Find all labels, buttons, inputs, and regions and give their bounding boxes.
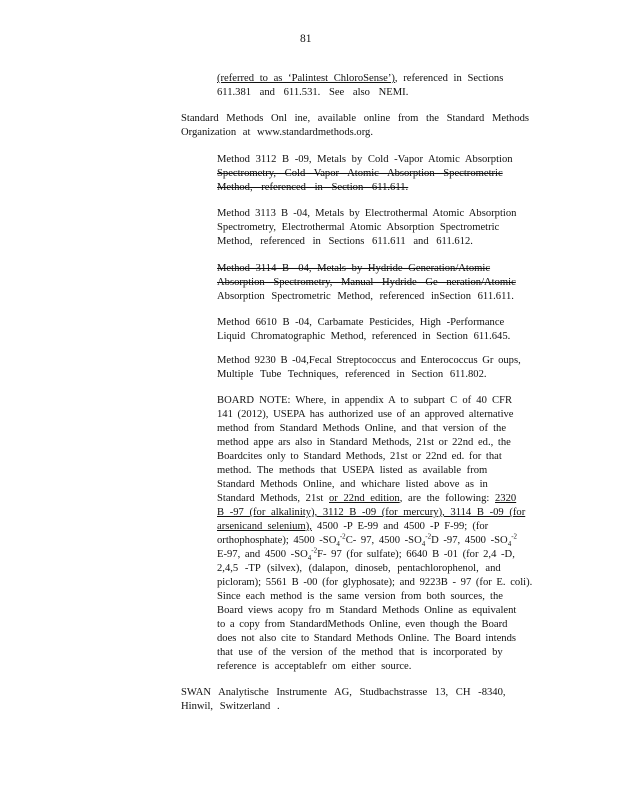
method-3113-line-1: Method 3113 B -04, Metals by Electrothermal Atomic Absorption xyxy=(217,208,517,219)
method-3113-line-3: Method, referenced in Sections 611.611 and 611.612. xyxy=(217,236,473,247)
board-note-sup-2d: -2 xyxy=(311,546,318,555)
board-note-line-17: to a copy from StandardMethods Online, even though the Board xyxy=(217,619,508,630)
board-note-2320-inserted: 2320 xyxy=(495,493,517,504)
board-note-line-20: reference is acceptablefr om either source. xyxy=(217,661,412,672)
board-note-line-5: Boardcites only to Standard Methods, 21st or 22nd ed. for that xyxy=(217,451,502,462)
board-note-line-10 xyxy=(217,520,488,533)
board-note-sup-2b: -2 xyxy=(425,532,432,541)
board-note-line-7: Standard Methods Online, and whichare listed above as in xyxy=(217,479,488,490)
swan-line-2: Hinwil, Switzerland . xyxy=(181,701,280,712)
chlorosense-line-1 xyxy=(217,72,503,85)
chlorosense-underlined-text: (referred to as ‘Palintest ChloroSense’) xyxy=(217,73,395,84)
standard-methods-line-2: Organization at www.standardmethods.org. xyxy=(181,127,373,138)
board-note-line-11-c: D -97, 4500 -SO xyxy=(431,535,508,546)
chlorosense-line-2: 611.381 and 611.531. See also NEMI. xyxy=(217,87,409,98)
method-3112-line-2: Spectrometry, Cold Vapor Atomic Absorption Spectrometric xyxy=(217,168,503,179)
page-number: 81 xyxy=(300,33,312,45)
board-note-sup-2c: -2 xyxy=(511,532,518,541)
board-note-line-8-a: Standard Methods, 21st xyxy=(217,493,329,504)
board-note-line-18: does not also cite to Standard Methods Online. The Board intends xyxy=(217,633,517,644)
chlorosense-line-1-rest: , referenced in Sections xyxy=(394,73,504,84)
board-note-sub-4b: 4 xyxy=(421,540,426,549)
board-note-sub-4: 4 xyxy=(336,540,340,549)
board-note-line-6: method. The methods that USEPA listed as available from xyxy=(217,465,488,476)
board-note-edition-inserted: or 22nd edition xyxy=(329,493,400,504)
board-note-line-19: that use of the version of the method that is incorporated by xyxy=(217,647,503,658)
board-note-line-3: method from Standard Methods Online, and that version of the xyxy=(217,423,507,434)
board-note-line-14: picloram); 5561 B -00 (for glyphosate); and 9223B - 97 (for E. coli). xyxy=(217,577,533,588)
board-note-sup-2: -2 xyxy=(339,532,346,541)
method-6610-line-2: Liquid Chromatographic Method, referenced in Section 611.645. xyxy=(217,331,511,342)
method-9230-line-2: Multiple Tube Techniques, referenced in Section 611.802. xyxy=(217,369,487,380)
board-note-line-2: 141 (2012), USEPA has authorized use of an approved alternative xyxy=(217,409,514,420)
method-3114-line-1: Method 3114 B -04, Metals by Hydride Generation/Atomic xyxy=(217,263,491,274)
board-note-line-8 xyxy=(217,492,516,505)
board-note-line-11-a: orthophosphate); 4500 -SO xyxy=(217,535,337,546)
board-note-line-10-b: 4500 -P E-99 and 4500 -P F-99; (for xyxy=(311,521,489,532)
board-note-line-9: B -97 (for alkalinity), 3112 B -09 (for mercury), 3114 B -09 (for xyxy=(217,507,526,518)
method-3114-line-3: Absorption Spectrometric Method, referenced inSection 611.611. xyxy=(217,291,514,302)
board-note-line-11 xyxy=(217,534,517,547)
board-note-arsenic-inserted: arsenicand selenium), xyxy=(217,521,312,532)
board-note-line-15: Since each method is the same version from both sources, the xyxy=(217,591,503,602)
board-note-sub-4d: 4 xyxy=(307,554,312,563)
board-note-sub-4c: 4 xyxy=(507,540,512,549)
method-3112-line-3: Method, referenced in Section 611.611. xyxy=(217,182,409,193)
board-note-line-16: Board views acopy fro m Standard Methods Online as equivalent xyxy=(217,605,517,616)
method-3114-line-2: Absorption Spectrometry, Manual Hydride Ge neration/Atomic xyxy=(217,277,516,288)
swan-line-1: SWAN Analytische Instrumente AG, Studbachstrasse 13, CH -8340, xyxy=(181,687,506,698)
board-note-line-11-b: C- 97, 4500 -SO xyxy=(345,535,422,546)
method-3112-line-1: Method 3112 B -09, Metals by Cold -Vapor Atomic Absorption xyxy=(217,154,513,165)
method-3113-line-2: Spectrometry, Electrothermal Atomic Absorption Spectrometric xyxy=(217,222,500,233)
board-note-line-12-b: F- 97 (for sulfate); 6640 B -01 (for 2,4 -D, xyxy=(317,549,515,560)
standard-methods-line-1: Standard Methods Onl ine, available online from the Standard Methods xyxy=(181,113,530,124)
board-note-line-12 xyxy=(217,548,515,561)
board-note-line-12-a: E-97, and 4500 -SO xyxy=(217,549,308,560)
board-note-line-8-c: , are the following: xyxy=(399,493,495,504)
board-note-line-1: BOARD NOTE: Where, in appendix A to subpart C of 40 CFR xyxy=(217,395,513,406)
board-note-line-4: method appe ars also in Standard Methods, 21st or 22nd ed., the xyxy=(217,437,511,448)
method-9230-line-1: Method 9230 B -04,Fecal Streptococcus and Enterococcus Gr oups, xyxy=(217,355,521,366)
method-6610-line-1: Method 6610 B -04, Carbamate Pesticides, High -Performance xyxy=(217,317,505,328)
board-note-line-13: 2,4,5 -TP (silvex), (dalapon, dinoseb, pentachlorophenol, and xyxy=(217,563,501,574)
